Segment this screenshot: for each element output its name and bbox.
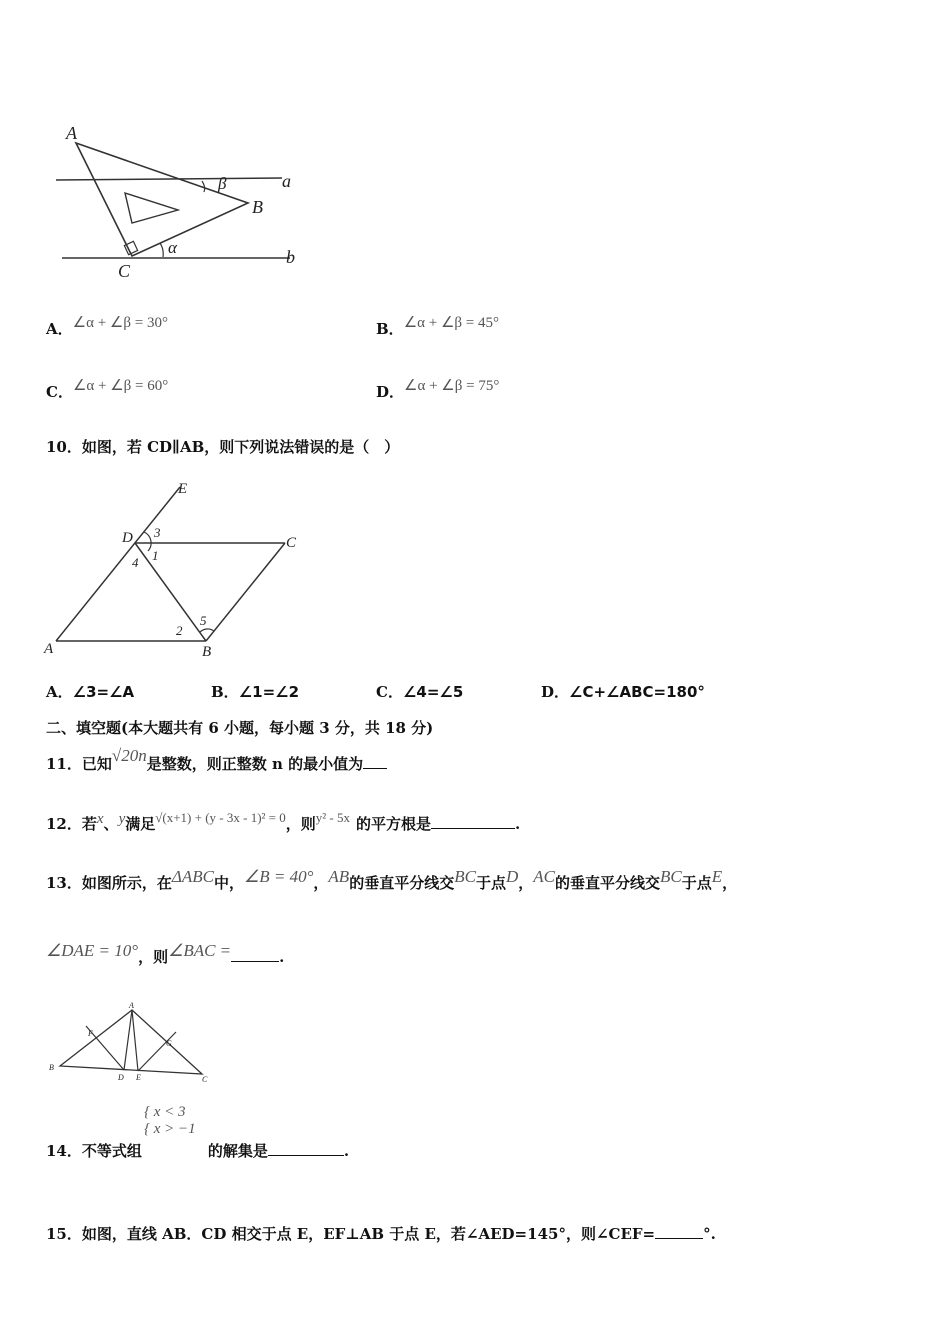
q12-expr: √(x+1) + (y - 3x - 1)² = 0 xyxy=(155,810,286,825)
q11-blank[interactable] xyxy=(363,754,387,769)
segment-AE xyxy=(132,1010,138,1071)
label-B: B xyxy=(49,1063,54,1072)
figure-triangle-parallel-lines xyxy=(50,115,310,285)
q12 xyxy=(46,810,521,834)
triangle-outer xyxy=(76,143,248,256)
segment-DB xyxy=(135,543,206,641)
q13-ac: AC xyxy=(533,867,555,886)
q15-end: °. xyxy=(703,1225,716,1243)
q15 xyxy=(46,1223,716,1244)
label-E: E xyxy=(136,1073,141,1082)
q13-angleB: ∠B = 40° xyxy=(243,867,314,886)
label-F: F xyxy=(88,1029,93,1038)
q15-text: 15．如图，直线 AB．CD 相交于点 E，EF⊥AB 于点 E，若∠AED=145°，则∠CEF= xyxy=(46,1225,656,1243)
q10-option-a xyxy=(46,681,134,702)
label-A: A xyxy=(66,123,77,143)
q14-prefix: 14．不等式组 xyxy=(46,1142,142,1160)
q11-suffix: 是整数，则正整数 n 的最小值为 xyxy=(146,755,364,773)
q10-option-a-letter: A． xyxy=(46,683,73,701)
q13-t7: 于点 xyxy=(681,874,712,892)
q10-option-d-letter: D． xyxy=(541,683,570,701)
label-D: D xyxy=(118,1073,124,1082)
q14-blank[interactable] xyxy=(268,1141,344,1156)
q12-blank[interactable] xyxy=(431,814,515,829)
q14-sys1-row: { x < 3 xyxy=(144,1104,186,1120)
q14-sys1: x < 3 xyxy=(153,1104,186,1120)
q9-option-a-expr: ∠α + ∠β = 30° xyxy=(72,315,168,331)
label-A: A xyxy=(129,1001,134,1010)
q14-sys2: x > −1 xyxy=(153,1121,196,1137)
q13-t8: ， xyxy=(722,874,738,892)
q9-option-b xyxy=(376,315,499,339)
label-1: 1 xyxy=(152,548,159,563)
label-5: 5 xyxy=(200,613,207,628)
q10-option-d-text: ∠C+∠ABC=180° xyxy=(569,683,705,701)
label-b: b xyxy=(286,247,295,267)
label-C: C xyxy=(118,261,131,281)
angle-alpha-arc xyxy=(160,243,163,257)
label-3: 3 xyxy=(154,525,161,540)
q14-suffix: 的解集是 xyxy=(207,1142,268,1160)
q10-option-b-text: ∠1=∠2 xyxy=(238,683,300,701)
q9-option-d-expr: ∠α + ∠β = 75° xyxy=(404,378,500,394)
q9-option-a xyxy=(46,315,168,339)
q13-ab: AB xyxy=(328,867,350,886)
q9-option-b-letter: B． xyxy=(376,320,404,338)
q11-prefix: 11．已知 xyxy=(46,755,112,773)
q12-end: . xyxy=(515,815,521,833)
segment-CB xyxy=(206,543,285,641)
figure-parallelogram xyxy=(40,475,310,665)
q13-t2: ， xyxy=(313,874,329,892)
q13-line2-expr2: ∠BAC = xyxy=(168,941,232,960)
label-D: D xyxy=(122,530,133,546)
q9-option-d xyxy=(376,378,500,402)
q14 xyxy=(46,1140,349,1161)
q10-option-b-letter: B． xyxy=(211,683,239,701)
q12-sep: 、 xyxy=(103,815,119,833)
q13-t1: 中， xyxy=(213,874,244,892)
label-4: 4 xyxy=(132,555,139,570)
q12-mid: 满足 xyxy=(125,815,156,833)
q12-expr2: y² - 5x xyxy=(315,810,351,825)
q14-system xyxy=(144,1104,196,1138)
q9-option-b-expr: ∠α + ∠β = 45° xyxy=(403,315,499,331)
q11-expr: √20n xyxy=(111,746,147,765)
q13-t3: 的垂直平分线交 xyxy=(349,874,455,892)
q13-t6: 的垂直平分线交 xyxy=(554,874,660,892)
q13-bc2: BC xyxy=(660,867,682,886)
q14-sys2-row: { x > −1 xyxy=(144,1121,196,1137)
q13-t5: ， xyxy=(518,874,534,892)
q10-option-c-letter: C． xyxy=(376,683,403,701)
label-B: B xyxy=(202,644,212,660)
q13-line2-expr: ∠DAE = 10° xyxy=(46,941,139,960)
label-A: A xyxy=(44,641,54,657)
q12-then: ，则 xyxy=(285,815,316,833)
label-G: G xyxy=(166,1039,172,1048)
q12-x: x xyxy=(96,811,104,827)
q10-option-d xyxy=(541,681,705,702)
q12-suffix: 的平方根是 xyxy=(356,815,432,833)
label-C: C xyxy=(286,535,297,551)
q12-prefix: 12．若 xyxy=(46,815,97,833)
q10-option-a-text: ∠3=∠A xyxy=(72,683,135,701)
q13-bc1: BC xyxy=(454,867,476,886)
line-a xyxy=(56,178,282,180)
q13-line2-end: . xyxy=(279,948,285,966)
q13-e: E xyxy=(711,867,723,886)
q10-option-b xyxy=(211,681,299,702)
label-E: E xyxy=(178,481,188,497)
q13-blank[interactable] xyxy=(231,947,279,962)
q13-line2 xyxy=(46,941,285,967)
label-2: 2 xyxy=(176,623,183,638)
label-a: a xyxy=(282,171,291,191)
angle-arc-B xyxy=(200,629,214,632)
q13-prefix: 13．如图所示，在 xyxy=(46,874,172,892)
q9-option-c xyxy=(46,378,169,402)
label-alpha: α xyxy=(168,238,177,257)
label-B: B xyxy=(252,197,263,217)
q10-option-c xyxy=(376,681,463,702)
q11 xyxy=(46,746,387,774)
q10-stem: 10．如图，若 CD∥AB，则下列说法错误的是（ ） xyxy=(46,438,400,456)
q14-end: . xyxy=(343,1142,350,1160)
q15-blank[interactable] xyxy=(655,1224,703,1239)
q10-option-c-text: ∠4=∠5 xyxy=(402,683,464,701)
segment-AE xyxy=(56,487,180,641)
segment-AD xyxy=(124,1010,132,1070)
q13-d: D xyxy=(505,867,519,886)
label-C: C xyxy=(202,1075,208,1084)
q9-option-c-expr: ∠α + ∠β = 60° xyxy=(72,378,169,394)
q12-y: y xyxy=(118,811,126,827)
label-beta: β xyxy=(218,174,227,193)
q13-line2-then: ，则 xyxy=(138,948,169,966)
q9-option-a-letter: A． xyxy=(46,320,73,338)
section-title: 二、填空题(本大题共有 6 小题，每小题 3 分，共 18 分) xyxy=(46,719,434,737)
q13-tri: ΔABC xyxy=(171,867,214,886)
angle-arc-D xyxy=(144,532,151,551)
q9-option-c-letter: C． xyxy=(46,383,73,401)
bisector-AC xyxy=(138,1032,176,1071)
figure-perpendicular-bisectors xyxy=(44,998,219,1088)
q13-line1 xyxy=(46,867,738,893)
q9-option-d-letter: D． xyxy=(376,383,405,401)
q13-t4: 于点 xyxy=(475,874,506,892)
triangle-inner xyxy=(125,193,178,223)
